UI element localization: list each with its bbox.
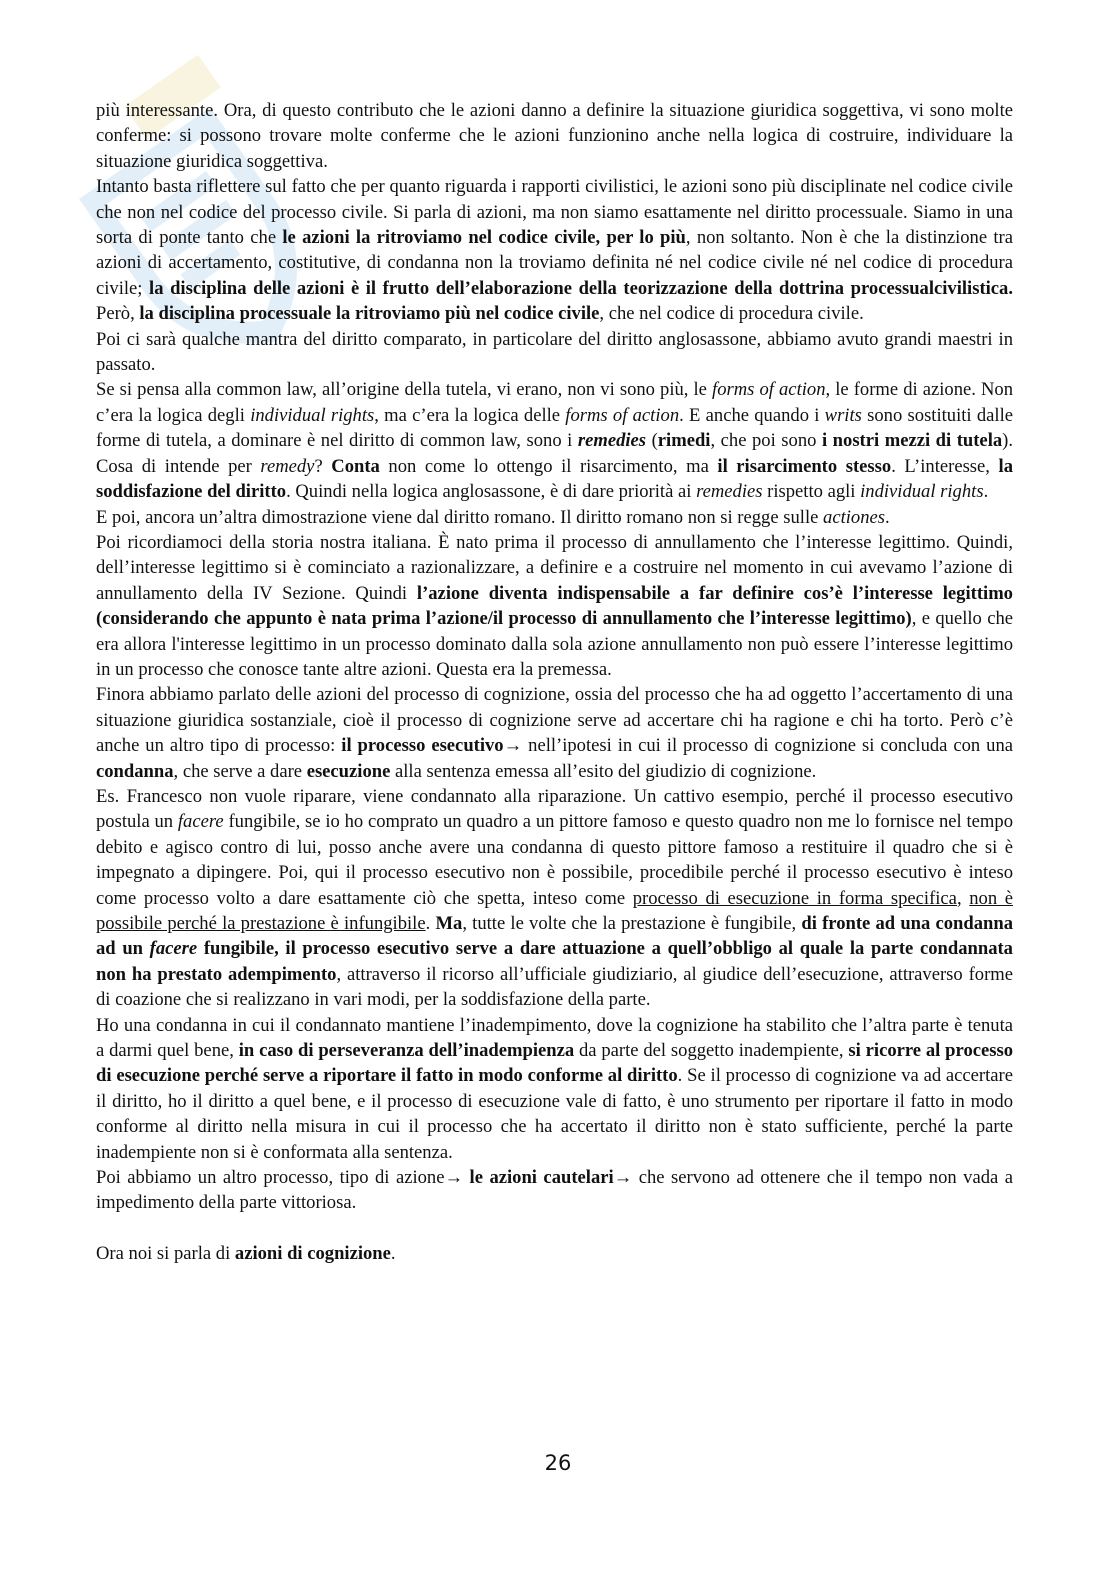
paragraph-10 <box>96 1165 1013 1216</box>
bold-text: le azioni cautelari <box>463 1167 614 1189</box>
bold-italic-text: remedies <box>577 430 647 452</box>
italic-text: remedy <box>260 455 315 477</box>
bold-text: il risarcimento stesso <box>717 455 892 477</box>
text-run: da parte del soggetto inadempiente, <box>574 1040 849 1062</box>
text-run: , ma c’era la logica delle <box>374 404 566 426</box>
text-run: , non soltanto. Non è che la distinzione tra azioni di accertamento, costitutive, di condanna non la troviamo definita né nel codice civile né nel codice di procedura civile; <box>96 227 1014 299</box>
text-run: che servono ad ottenere che il tempo non vada a impedimento della parte vittoriosa. <box>96 1167 1013 1214</box>
italic-text: individual rights <box>250 404 375 426</box>
document-body <box>96 98 1013 1267</box>
bold-text: la disciplina delle azioni è il frutto dell’elaborazione della teorizzazione della dottrina processualcivilistica. <box>149 277 1013 299</box>
bold-text: in caso di perseveranza dell’inadempienza <box>238 1040 575 1062</box>
bold-text: di fronte ad una condanna ad un <box>96 913 1014 960</box>
text-run: ( <box>646 430 658 452</box>
text-run: . <box>390 1243 396 1265</box>
text-run: , che nel codice di procedura civile. <box>599 303 864 325</box>
underlined-text: non è possibile perché la prestazione è infungibile <box>96 887 1014 934</box>
bold-text: le azioni la ritroviamo nel codice civile, per lo più <box>282 227 686 249</box>
bold-text: Ma <box>435 913 463 934</box>
text-run: , tutte le volte che la prestazione è fungibile, <box>462 913 802 934</box>
arrow-right-icon: → <box>503 735 523 757</box>
text-run: Però, <box>96 303 140 325</box>
text-run: , le forme di azione. Non c’era la logica degli <box>96 379 1014 426</box>
italic-text: forms of action <box>712 379 826 401</box>
text-run: Finora abbiamo parlato delle azioni del processo di cognizione, ossia del processo che ha ad oggetto l’accertamento di una situazione giuridica sostanziale, cioè il processo di cognizione serve ad accertare chi ha ragione e chi ha torto. Però c’è anche un altro tipo di processo: <box>96 684 1013 757</box>
text-run: Es. Francesco non vuole riparare, viene condannato alla riparazione. Un cattivo esempio, perché il processo esecutivo postula un <box>96 785 1013 833</box>
paragraph-9 <box>96 1013 1013 1165</box>
text-run: . <box>425 913 436 934</box>
text-run: più interessante. Ora, di questo contributo che le azioni danno a definire la situazione giuridica soggettiva, vi sono molte conferme: si possono trovare molte conferme che le azioni funzionino anche nella logica di costruire, individuare la situazione giuridica soggettiva. <box>96 100 1013 172</box>
blank-line <box>96 1216 1013 1241</box>
bold-text: la soddisfazione del diritto <box>96 455 1013 503</box>
italic-text: facere <box>177 811 224 833</box>
text-run: Se si pensa alla common law, all’origine della tutela, vi erano, non vi sono più, le <box>96 379 713 401</box>
text-run: . <box>885 506 890 528</box>
bold-text: fungibile, il processo esecutivo serve a dare attuazione a quell’obbligo al quale la parte condannata non ha prestato adempimento <box>96 938 1013 985</box>
text-run: rispetto agli <box>762 481 861 503</box>
text-run: Poi ci sarà qualche mantra del diritto comparato, in particolare del diritto anglosassone, abbiamo avuto grandi maestri in passato. <box>96 328 1013 376</box>
text-run: , che poi sono <box>710 430 822 452</box>
text-run: , <box>956 887 970 909</box>
text-run: . Se il processo di cognizione va ad accertare il diritto, ho il diritto a quel bene, e il processo di esecuzione vale di fatto, è uno strumento per riportare il fatto in modo conforme al diritto nella misura in cui il processo che ha accertato il diritto non è stato sufficiente, perché la parte inadempiente non si è conformata alla sentenza. <box>96 1065 1013 1163</box>
bold-italic-text: facere <box>149 938 198 960</box>
text-run: Ho una condanna in cui il condannato mantiene l’inadempimento, dove la cognizione ha stabilito che l’altra parte è tenuta a darmi quel bene, <box>96 1014 1013 1062</box>
text-run: non come lo ottengo il risarcimento, ma <box>379 455 718 477</box>
text-run: Ora noi si parla di <box>96 1243 235 1265</box>
text-run: E poi, ancora un’altra dimostrazione viene dal diritto romano. Il diritto romano non si regge sulle <box>96 506 824 528</box>
bold-text: i nostri mezzi di tutela <box>821 430 1003 452</box>
bold-text: il processo esecutivo <box>341 735 504 757</box>
text-run: , attraverso il ricorso all’ufficiale giudiziario, al giudice dell’esecuzione, attraverso forme di coazione che si realizzano in vari modi, per la soddisfazione della parte. <box>96 963 1013 1011</box>
bold-text: azioni di cognizione <box>234 1243 391 1265</box>
paragraph-11 <box>96 1241 1013 1266</box>
paragraph-5 <box>96 505 1013 530</box>
text-run: . E anche quando i <box>679 404 825 426</box>
paragraph-4 <box>96 377 1013 504</box>
page-number: 26 <box>544 1451 572 1475</box>
bold-text: la disciplina processuale la ritroviamo più nel codice civile <box>139 303 600 325</box>
paragraph-1 <box>96 98 1013 174</box>
paragraph-2 <box>96 174 1013 326</box>
text-run: . Quindi nella logica anglosassone, è di dare priorità ai <box>286 481 697 503</box>
text-run: Poi abbiamo un altro processo, tipo di azione <box>96 1167 445 1189</box>
text-run: fungibile, se io ho comprato un quadro a un pittore famoso e questo quadro non me lo fornisce nel tempo debito e agisco contro di lui, posso anche avere una condanna di questo pittore famoso a restituire il quadro che si è impegnato a dipingere. Poi, qui il processo esecutivo non è possibile, procedibile perché il processo esecutivo è inteso come processo volto a dare esattamente ciò che spetta, inteso come <box>96 811 1013 909</box>
bold-text: rimedi <box>657 430 711 452</box>
paragraph-3 <box>96 327 1013 378</box>
bold-text: si ricorre al processo di esecuzione perché serve a riportare il fatto in modo conforme al diritto <box>96 1040 1014 1087</box>
text-run: alla sentenza emessa all’esito del giudizio di cognizione. <box>390 760 817 782</box>
underlined-text: processo di esecuzione in forma specifica <box>632 887 957 909</box>
bold-text: Conta <box>331 455 380 477</box>
text-run: ). Cosa di intende per <box>96 430 1013 477</box>
arrow-right-icon: → <box>444 1167 464 1189</box>
paragraph-7 <box>96 682 1013 784</box>
italic-text: remedies <box>696 481 763 503</box>
bold-text: condanna <box>96 760 174 782</box>
text-run: . <box>983 481 989 503</box>
paragraph-6 <box>96 530 1013 682</box>
text-run: Intanto basta riflettere sul fatto che per quanto riguarda i rapporti civilistici, le azioni sono più disciplinate nel codice civile che non nel codice del processo civile. Si parla di azioni, ma non siamo esattamente nel diritto processuale. Siamo in una sorta di ponte tanto che <box>96 176 1013 249</box>
italic-text: actiones <box>823 506 885 528</box>
bold-text: l’azione diventa indispensabile a far definire cos’è l’interesse legittimo (considerando che appunto è nata prima l’azione/il processo di annullamento che l’interesse legittimo) <box>96 582 1013 630</box>
text-run: . L’interesse, <box>891 455 999 477</box>
text-run: nell’ipotesi in cui il processo di cognizione si concluda con una <box>522 735 1013 757</box>
paragraph-8 <box>96 784 1013 1013</box>
arrow-right-icon: → <box>613 1167 633 1189</box>
text-run: , e quello che era allora l'interesse legittimo in un processo dominato dalla sola azione annullamento non può essere l’interesse legittimo in un processo che conosce tante altre azioni. Questa era la premessa. <box>96 608 1013 680</box>
text-run: sono sostituiti dalle forme di tutela, a dominare è nel diritto di common law, sono i <box>96 404 1013 452</box>
text-run: ? <box>314 455 332 477</box>
bold-text: esecuzione <box>306 760 391 782</box>
italic-text: individual rights <box>860 481 984 503</box>
text-run: , che serve a dare <box>173 760 307 782</box>
italic-text: forms of action <box>565 404 680 426</box>
italic-text: writs <box>824 404 862 426</box>
text-run: Poi ricordiamoci della storia nostra italiana. È nato prima il processo di annullamento che l’interesse legittimo. Quindi, dell’interesse legittimo si è cominciato a razionalizzare, a definire e a costruire nel momento in cui avevamo l’azione di annullamento della IV Sezione. Quindi <box>96 531 1013 604</box>
